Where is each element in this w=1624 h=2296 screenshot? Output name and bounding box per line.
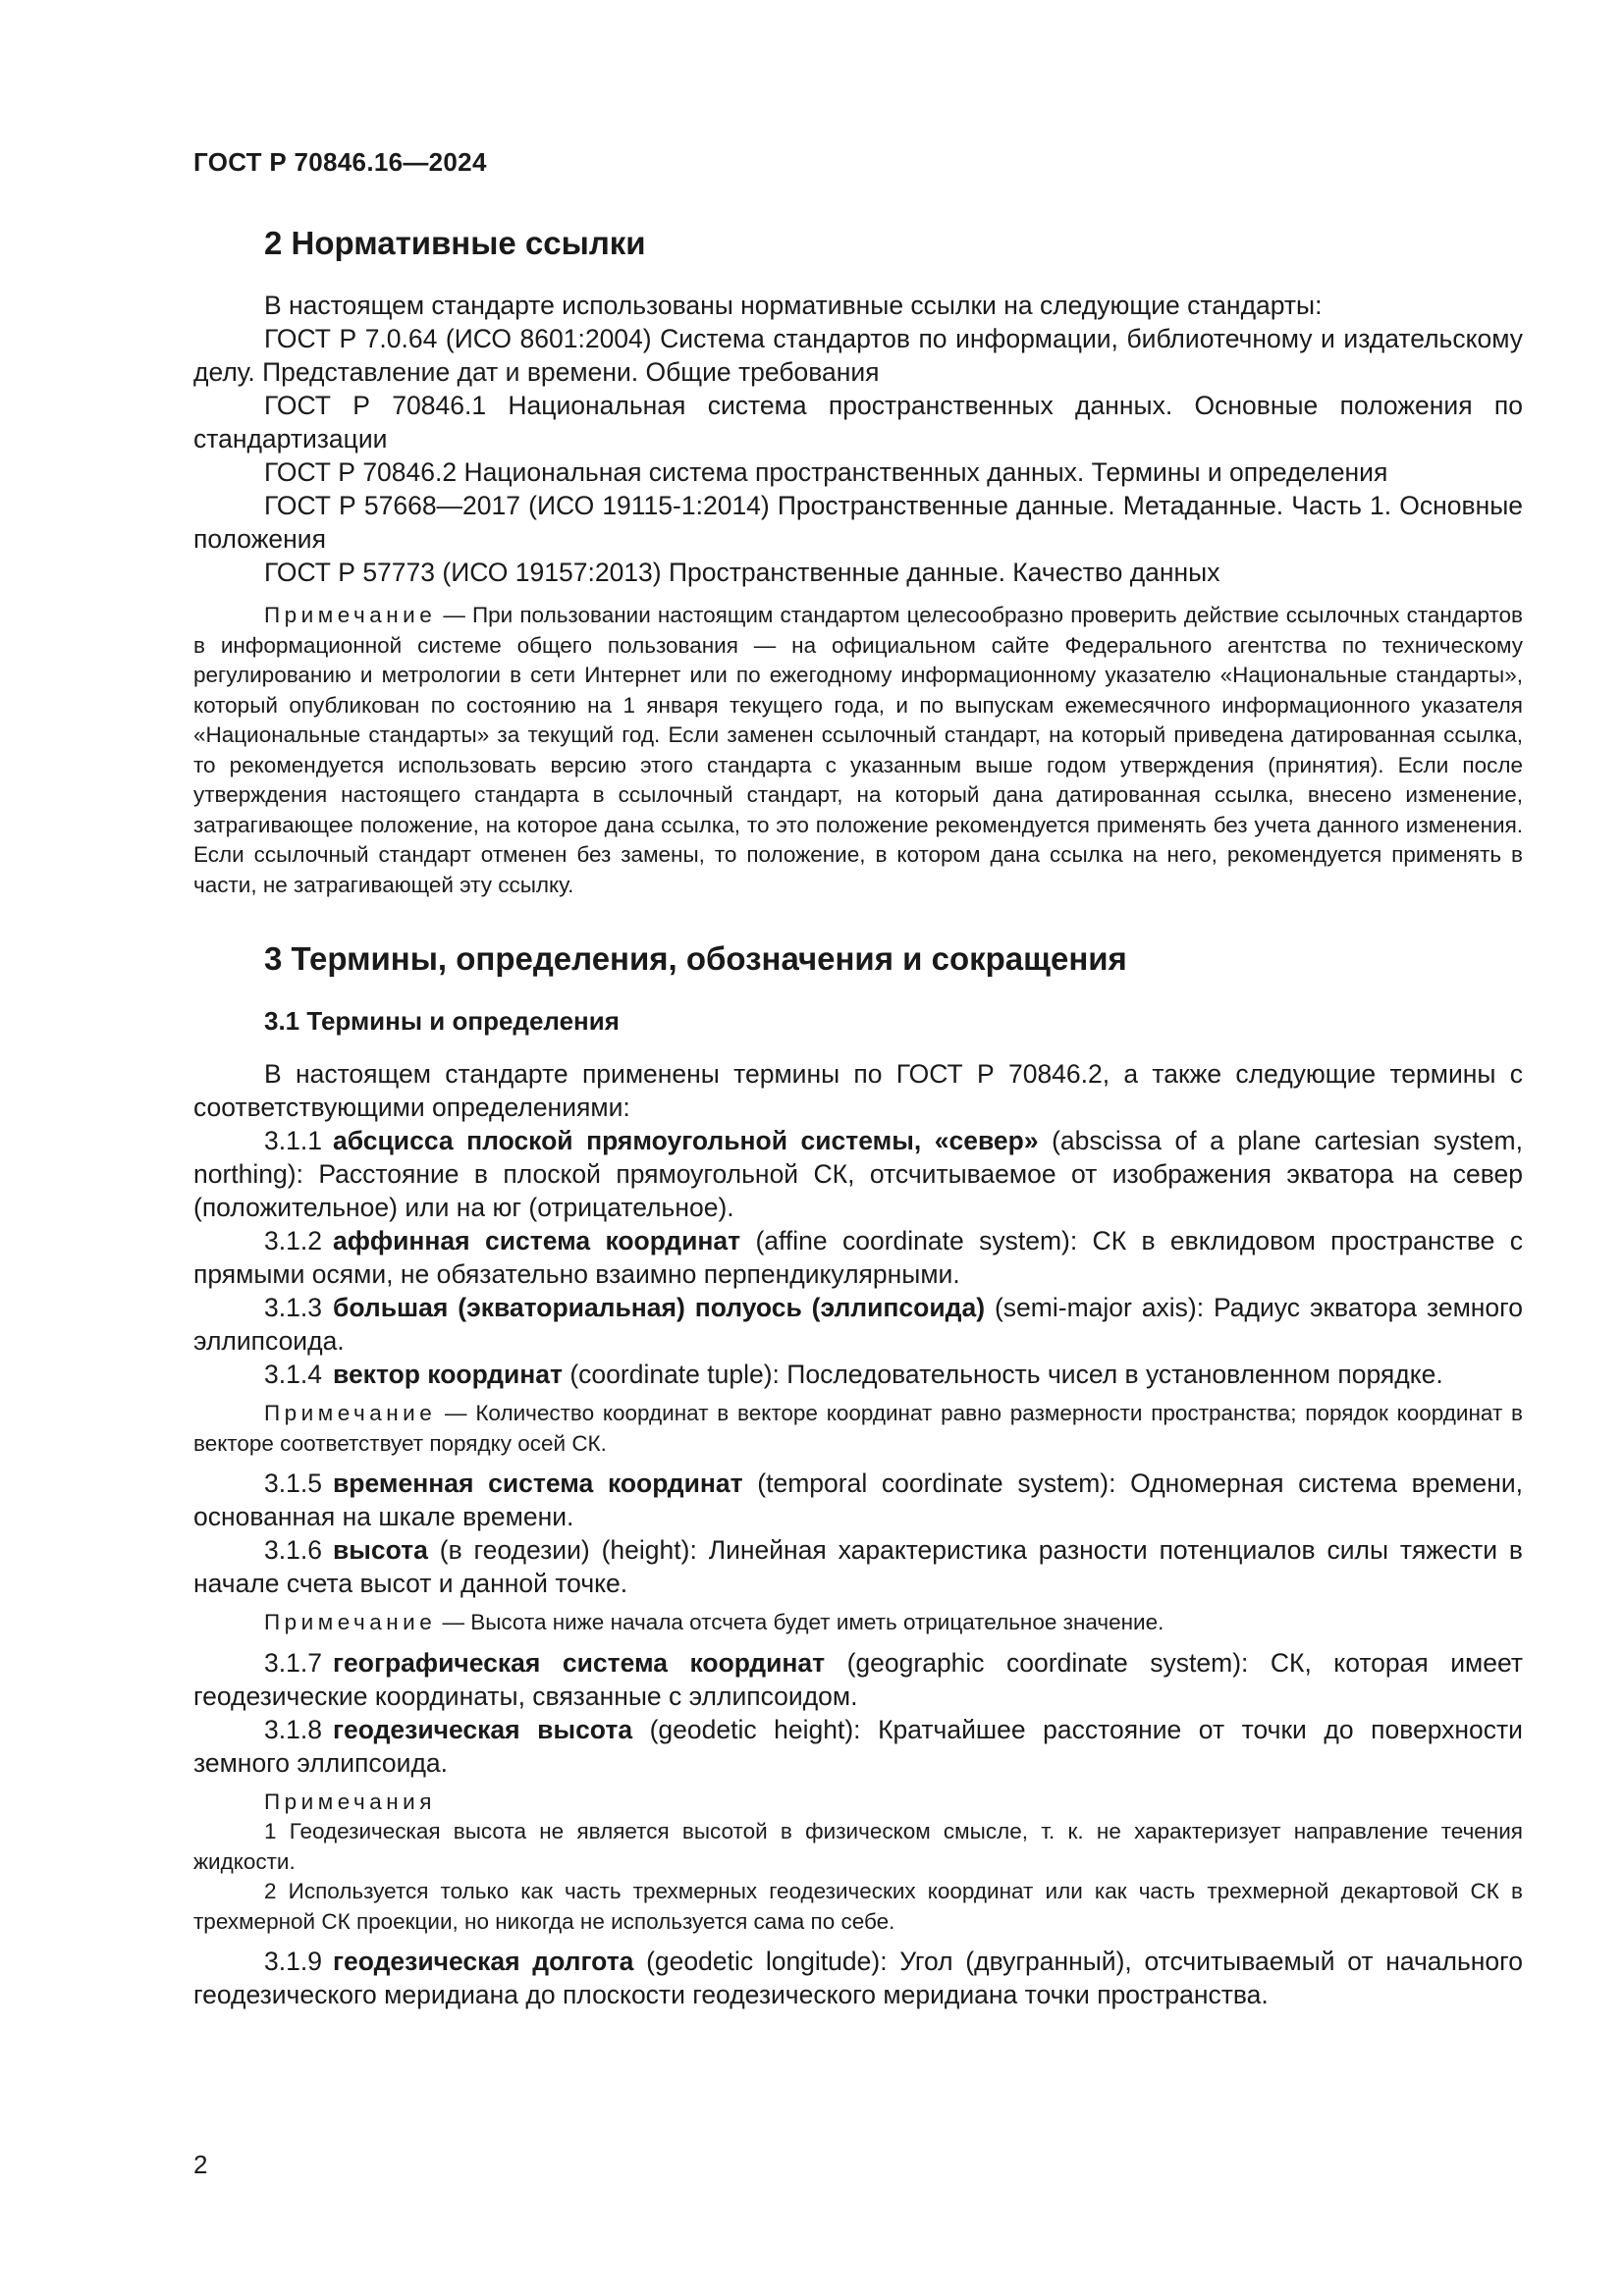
term-number: 3.1.3 bbox=[264, 1293, 322, 1322]
note-label: Примечание bbox=[264, 1610, 437, 1634]
term-name: аффинная система координат bbox=[333, 1226, 741, 1255]
subsection-3-1-title: 3.1 Термины и определения bbox=[264, 1006, 620, 1036]
term-definition: (geodetic height): Кратчайшее расстояние от точки до поверхности земного эллипсоида. bbox=[193, 1714, 1523, 1778]
term-number: 3.1.2 bbox=[264, 1226, 322, 1255]
term-3-1-5 bbox=[193, 1467, 1523, 1533]
term-3-1-1 bbox=[193, 1124, 1523, 1224]
term-number: 3.1.9 bbox=[264, 1947, 322, 1976]
term-definition: (geographic coordinate system): СК, которая имеет геодезические координаты, связанные с эллипсоидом. bbox=[193, 1647, 1523, 1711]
term-name: большая (экваториальная) полуось (эллипсоида) bbox=[333, 1293, 986, 1322]
term-name: географическая система координат bbox=[333, 1647, 826, 1678]
document-code-header: ГОСТ Р 70846.16—2024 bbox=[193, 147, 487, 177]
term-3-1-6 bbox=[193, 1533, 1523, 1600]
section-2-intro: В настоящем стандарте использованы нормативные ссылки на следующие стандарты: bbox=[264, 291, 1323, 320]
term-name: абсцисса плоской прямоугольной системы, «север» bbox=[333, 1126, 1039, 1155]
page-content bbox=[193, 224, 1523, 2011]
term-number: 3.1.7 bbox=[264, 1647, 322, 1678]
term-definition: (temporal coordinate system): Одномерная система времени, основанная на шкале времени. bbox=[193, 1468, 1523, 1531]
term-number: 3.1.1 bbox=[264, 1126, 322, 1155]
term-name: вектор координат bbox=[333, 1360, 563, 1389]
term-name: геодезическая долгота bbox=[333, 1947, 634, 1976]
reference-item: ГОСТ Р 7.0.64 (ИСО 8601:2004) Система стандартов по информации, библиотечному и издательскому делу. Представление дат и времени. Общие требования bbox=[193, 324, 1523, 387]
reference-item: ГОСТ Р 57773 (ИСО 19157:2013) Пространственные данные. Качество данных bbox=[264, 558, 1220, 587]
term-3-1-2 bbox=[193, 1224, 1523, 1291]
section-3-title: 3 Термины, определения, обозначения и сокращения bbox=[264, 940, 1127, 977]
term-3-1-7 bbox=[193, 1646, 1523, 1713]
term-3-1-8-notes-label: Примечания bbox=[264, 1789, 436, 1814]
term-3-1-8-note-2: 2 Используется только как часть трехмерных геодезических координат или как часть трехмерной декартовой СК в трехмерной СК проекции, но никогда не используется сама по себе. bbox=[193, 1879, 1523, 1934]
term-definition: (в геодезии) (height): Линейная характеристика разности потенциалов силы тяжести в начале счета высот и данной точке. bbox=[193, 1535, 1523, 1598]
term-name: геодезическая высота bbox=[333, 1714, 633, 1744]
page-number: 2 bbox=[193, 2150, 208, 2179]
section-2-title: 2 Нормативные ссылки bbox=[264, 225, 646, 261]
section-2-note bbox=[193, 601, 1523, 900]
term-number: 3.1.4 bbox=[264, 1360, 322, 1389]
term-number: 3.1.5 bbox=[264, 1468, 322, 1498]
term-name: высота bbox=[333, 1535, 428, 1565]
term-number: 3.1.6 bbox=[264, 1535, 322, 1565]
reference-item: ГОСТ Р 57668—2017 (ИСО 19115-1:2014) Пространственные данные. Метаданные. Часть 1. Основные положения bbox=[193, 491, 1523, 554]
term-definition: (geodetic longitude): Угол (двугранный), отсчитываемый от начального геодезического меридиана до плоскости геодезического меридиана точки пространства. bbox=[193, 1947, 1523, 2009]
term-definition: (affine coordinate system): СК в евклидовом пространстве с прямыми осями, не обязательно взаимно перпендикулярными. bbox=[193, 1226, 1524, 1289]
note-label: Примечание bbox=[264, 1401, 437, 1425]
note-text: — При пользовании настоящим стандартом целесообразно проверить действие ссылочных стандартов в информационной системе общего пользования — на официальном сайте Федерального агентства по техническому регулированию и метрологии в сети Интернет или по ежегодному информационному указателю «Национальные стандарты», который опубликован по состоянию на 1 января текущего года, и по выпускам ежемесячного информационного указателя «Национальные стандарты» за текущий год. Если заменен ссылочный стандарт, на который приведена датированная ссылка, то рекомендуется использовать версию этого стандарта с указанным выше годом утверждения (принятия). Если после утверждения настоящего стандарта в ссылочный стандарт, на который дана датированная ссылка, внесено изменение, затрагивающее положение, на которое дана ссылка, то это положение рекомендуется применять без учета данного изменения. Если ссылочный стандарт отменен без замены, то положение, в котором дана ссылка на него, рекомендуется применять в части, не затрагивающей эту ссылку. bbox=[193, 603, 1523, 897]
term-definition: (semi-major axis): Радиус экватора земного эллипсоида. bbox=[193, 1293, 1523, 1356]
term-3-1-9 bbox=[193, 1945, 1523, 2011]
term-name: временная система координат bbox=[333, 1468, 743, 1498]
section-3-intro: В настоящем стандарте применены термины по ГОСТ Р 70846.2, а также следующие термины с соответствующими определениями: bbox=[193, 1059, 1523, 1122]
reference-item: ГОСТ Р 70846.2 Национальная система пространственных данных. Термины и определения bbox=[264, 457, 1388, 487]
note-text: — Высота ниже начала отсчета будет иметь отрицательное значение. bbox=[436, 1610, 1164, 1634]
term-3-1-4-note bbox=[193, 1399, 1523, 1459]
term-3-1-4 bbox=[193, 1358, 1523, 1391]
term-3-1-8 bbox=[193, 1713, 1523, 1780]
note-label: Примечание bbox=[264, 603, 437, 627]
term-3-1-6-note bbox=[193, 1608, 1523, 1638]
term-definition: (abscissa of a plane cartesian system, northing): Расстояние в плоской прямоугольной СК, отсчитываемое от изображения экватора на север (положительное) или на юг (отрицательное). bbox=[193, 1126, 1523, 1222]
term-definition: (coordinate tuple): Последовательность чисел в установленном порядке. bbox=[562, 1360, 1443, 1389]
term-3-1-8-note-1: 1 Геодезическая высота не является высотой в физическом смысле, т. к. не характеризует направление течения жидкости. bbox=[193, 1819, 1523, 1874]
term-number: 3.1.8 bbox=[264, 1714, 322, 1744]
note-text: — Количество координат в векторе координат равно размерности пространства; порядок координат в векторе соответствует порядку осей СК. bbox=[193, 1401, 1523, 1456]
reference-item: ГОСТ Р 70846.1 Национальная система пространственных данных. Основные положения по стандартизации bbox=[193, 391, 1523, 454]
term-3-1-3 bbox=[193, 1291, 1523, 1358]
